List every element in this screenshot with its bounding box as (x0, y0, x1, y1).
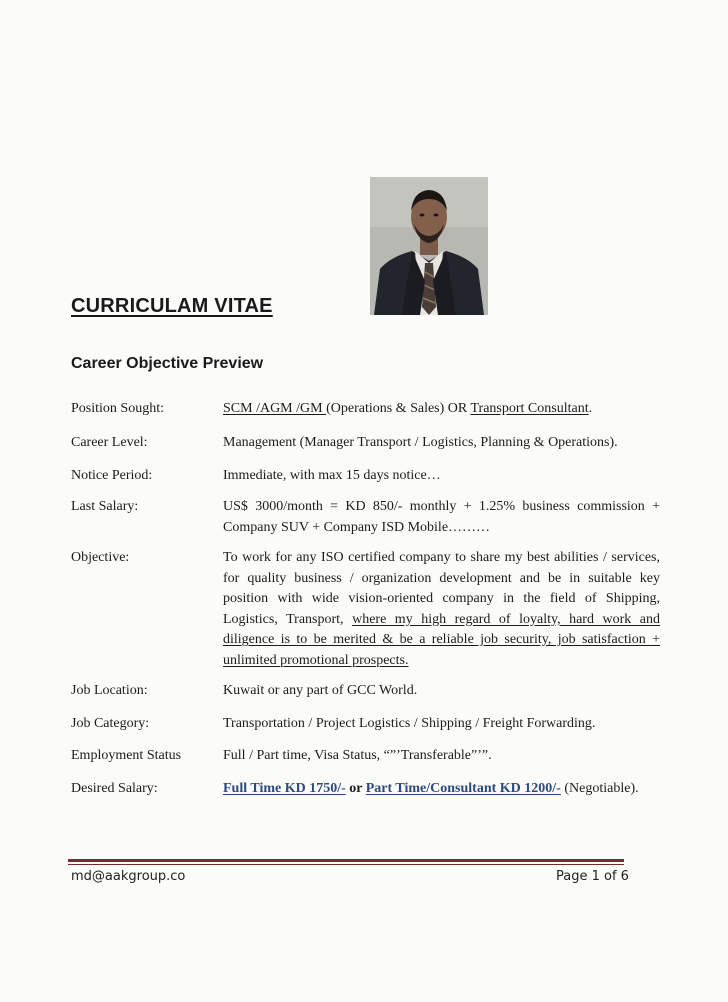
section-heading: Career Objective Preview (71, 355, 264, 372)
transport-consultant-link: Transport Consultant (470, 401, 589, 416)
field-label: Position Sought: (71, 401, 164, 416)
field-value: Immediate, with max 15 days notice… (223, 468, 441, 483)
part-time-salary-link: Part Time/Consultant KD 1200/- (365, 781, 561, 796)
profile-photo (370, 177, 488, 315)
objective-underlined-text: where my high regard of loyalty, hard work and diligence is to be merited & be a reliable job security, job satisfaction + unlimited promotional prospects. (223, 611, 661, 668)
field-label: Objective: (71, 550, 130, 565)
page-title: CURRICULAM VITAE (71, 295, 273, 317)
field-label: Job Category: (71, 716, 150, 731)
salary-or: or (345, 781, 366, 796)
field-value: Kuwait or any part of GCC World. (223, 683, 418, 698)
field-value (223, 548, 660, 671)
field-value: Full / Part time, Visa Status, “”’Transferable”’”. (223, 748, 492, 763)
page-number: Page 1 of 6 (556, 869, 629, 884)
field-value (223, 399, 660, 420)
field-value (223, 779, 660, 800)
footer-divider-thick (68, 859, 624, 862)
position-link: SCM /AGM /GM (223, 401, 327, 416)
field-label: Employment Status (71, 748, 182, 763)
salary-end: (Negotiable). (560, 781, 639, 796)
full-time-salary-link: Full Time KD 1750/- (223, 781, 346, 796)
position-end: . (588, 401, 593, 416)
field-value: Transportation / Project Logistics / Shipping / Freight Forwarding. (223, 716, 596, 731)
field-value: Management (Manager Transport / Logistics, Planning & Operations). (223, 435, 618, 450)
field-value: US$ 3000/month = KD 850/- monthly + 1.25% business commission + Company SUV + Company ISD Mobile……… (223, 499, 660, 535)
field-label: Desired Salary: (71, 781, 158, 796)
footer-email: md@aakgroup.co (71, 869, 186, 884)
field-label: Job Location: (71, 683, 148, 698)
field-label: Career Level: (71, 435, 148, 450)
objective-text: To work for any ISO certified company to share my best abilities / services, for quality business / organization development and be in suitable key position with wide vision-oriented company in the field of Shipping, Logistics, Transport, (223, 550, 660, 627)
field-label: Notice Period: (71, 468, 153, 483)
field-label: Last Salary: (71, 499, 139, 514)
footer-divider-thin (68, 864, 624, 865)
position-text: (Operations & Sales) OR (326, 401, 471, 416)
